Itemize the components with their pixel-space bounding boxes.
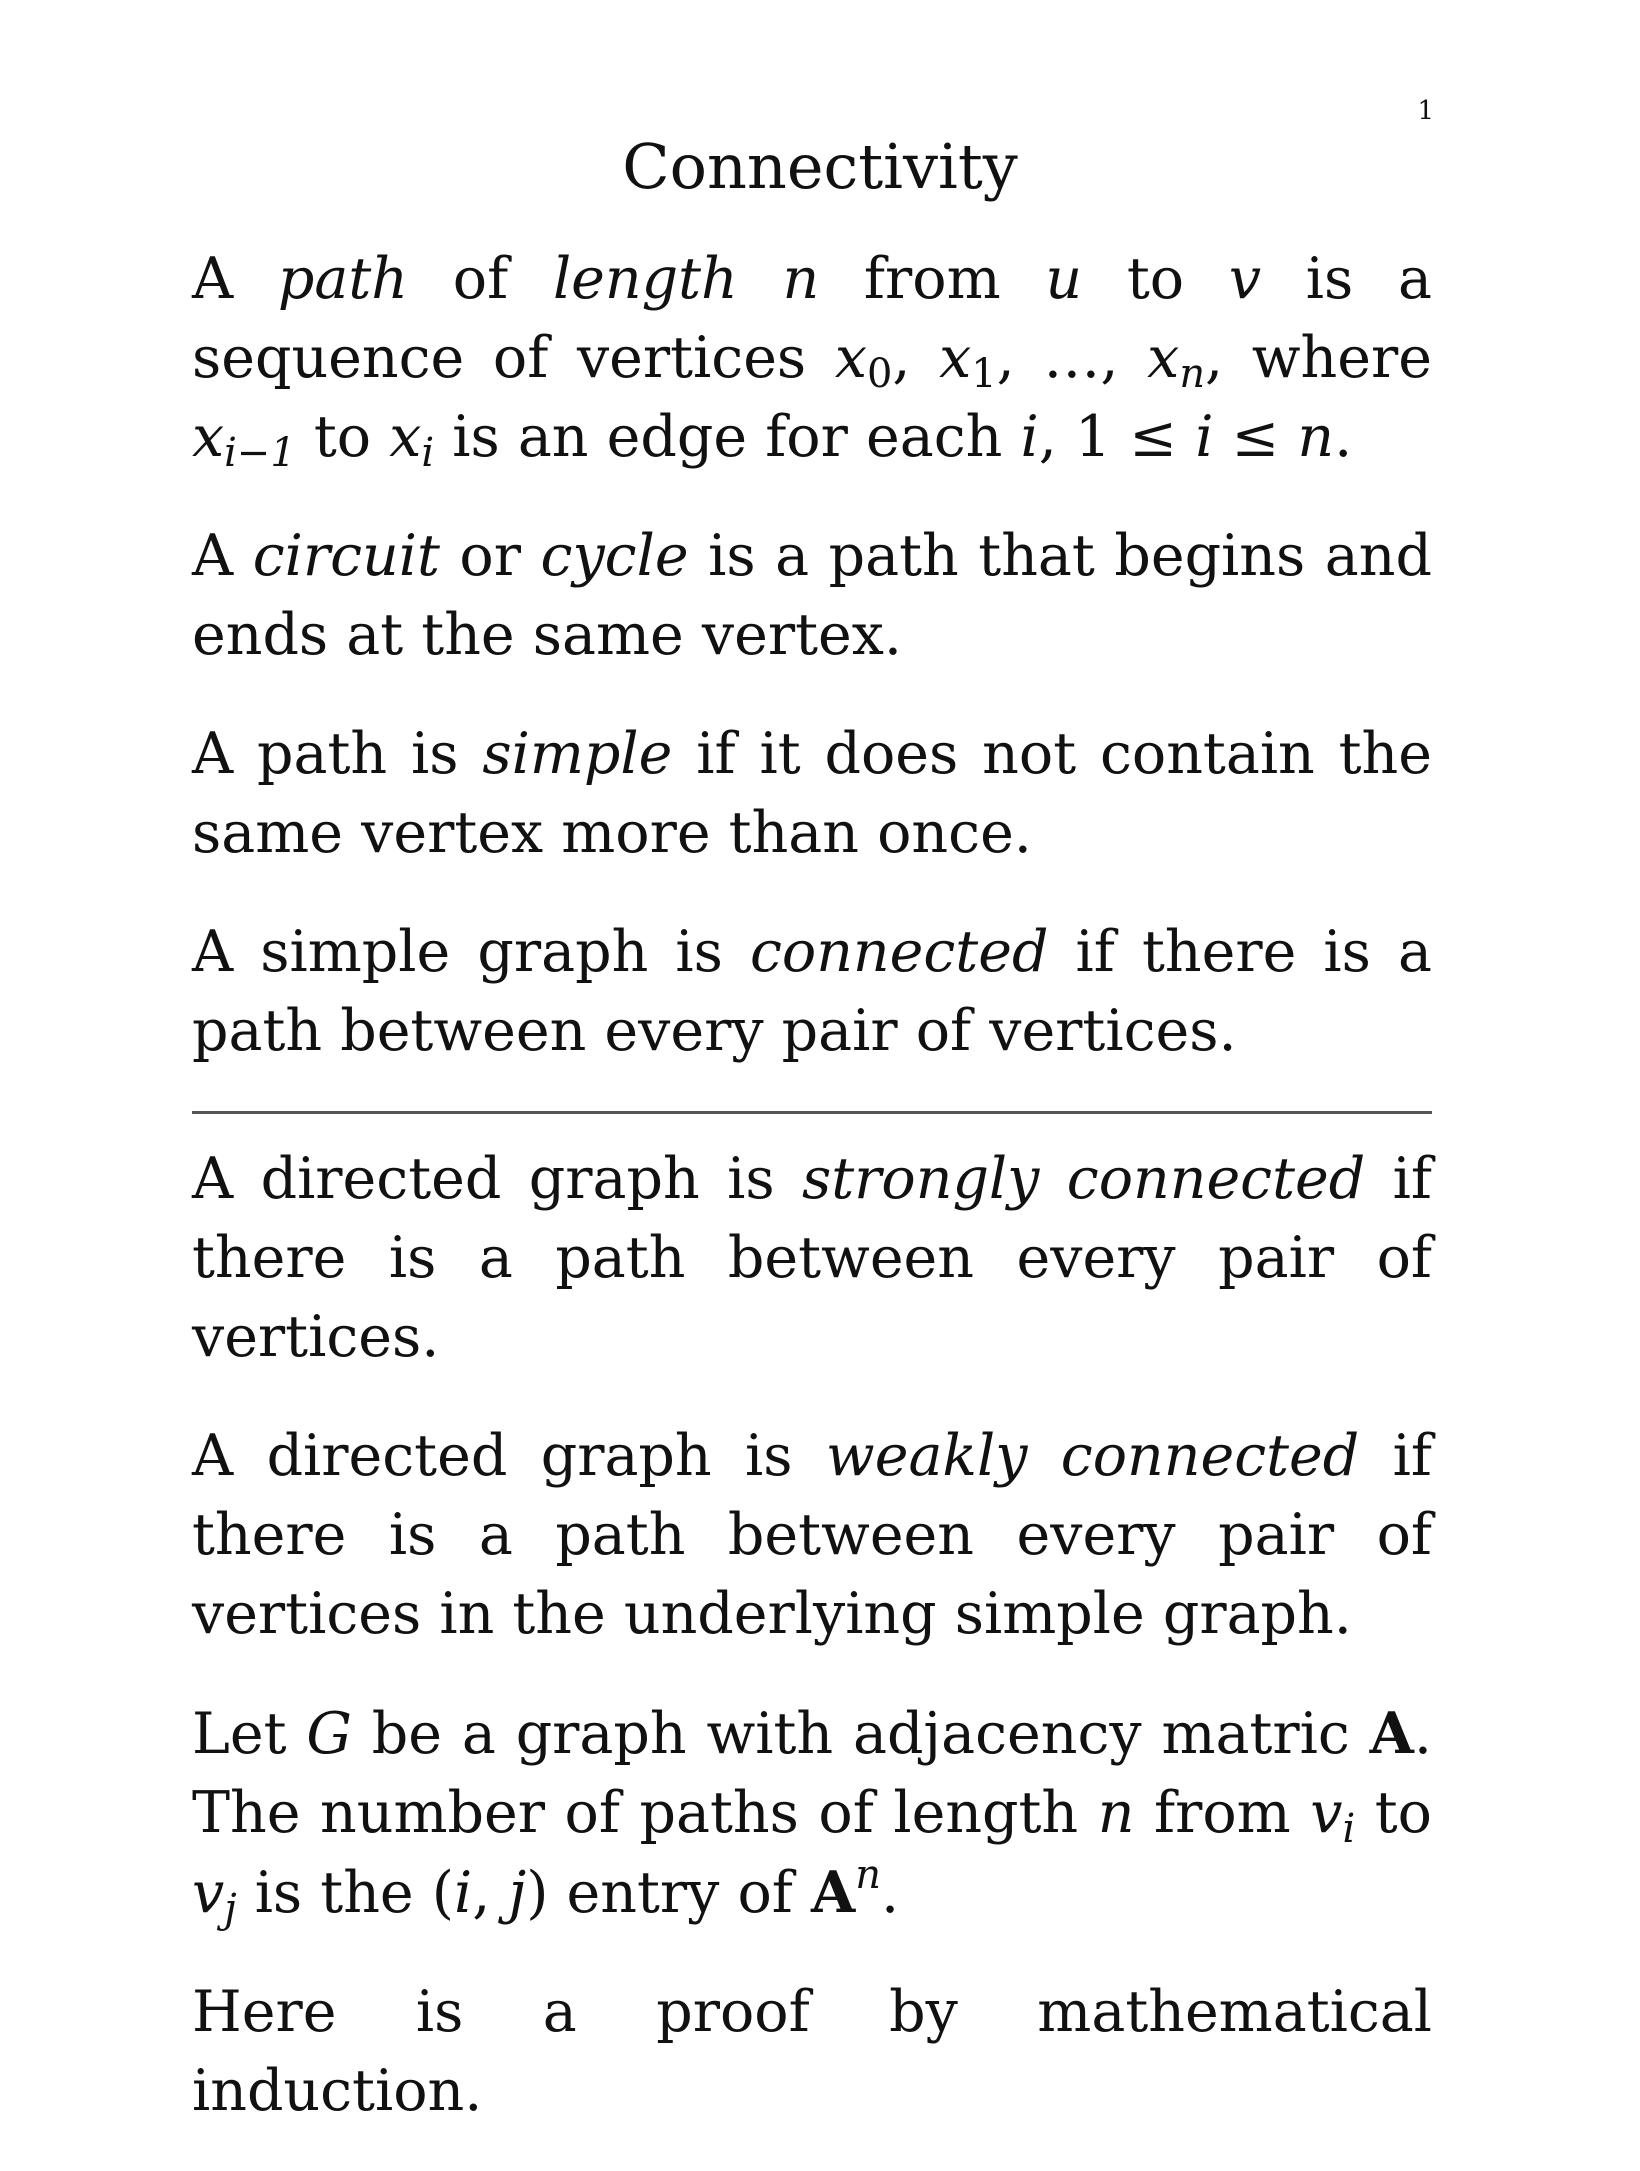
definition-weakly-connected: A directed graph is weakly connected if there is a path between every pair of vertices in the underlying simple graph. [192,1423,1432,1647]
definition-connected: A simple graph is connected if there is a path between every pair of vertices. [192,919,1432,1064]
definition-circuit: A circuit or cycle is a path that begins and ends at the same vertex. [192,523,1432,668]
page-number: 1 [1417,96,1434,126]
definition-simple-path: A path is simple if it does not contain the same vertex more than once. [192,721,1432,866]
definition-strongly-connected: A directed graph is strongly connected if there is a path between every pair of vertices. [192,1146,1432,1370]
section-divider [192,1111,1432,1114]
definition-path: A path of length n from u to v is a sequence of vertices $x_0$, $x_1$, …, $x_n$, where $x_{i-1}$ to $x_i$ is an edge for each i, 1 ≤ i ≤ n. [192,246,1433,476]
proof-intro: Here is a proof by mathematical induction. [192,1979,1432,2124]
document-body [192,240,1432,2171]
theorem-adjacency-paths: Let G be a graph with adjacency matric A. The number of paths of length n from $v_i$ to $v_j$ is the (i, j) entry of $A^n$. [192,1700,1433,1932]
page-title: Connectivity [622,130,1018,203]
